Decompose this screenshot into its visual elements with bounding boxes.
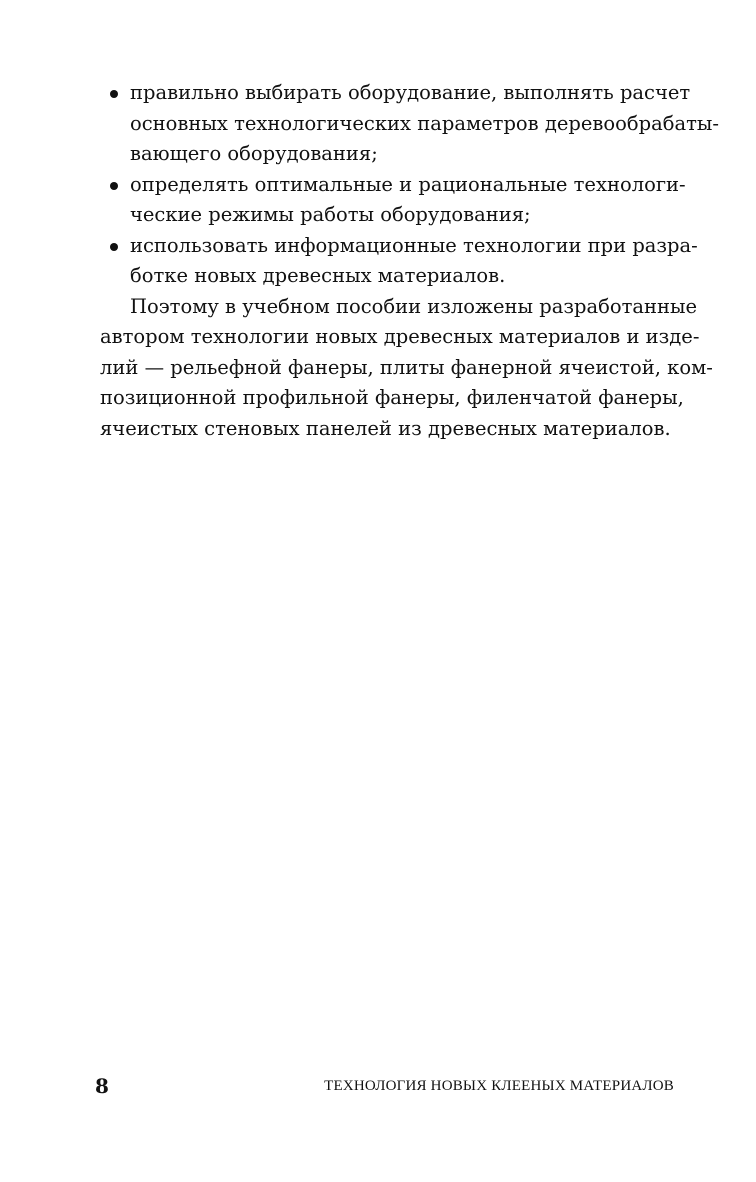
text-line: Поэтому в учебном пособии изложены разработанные xyxy=(130,294,698,318)
bullet-dot-icon xyxy=(110,243,118,251)
text-line: автором технологии новых древесных материалов и изде- xyxy=(100,325,700,348)
page-number: 8 xyxy=(95,1074,109,1098)
page-footer xyxy=(95,1074,674,1104)
bullet-item-3 xyxy=(100,231,698,292)
body-paragraph xyxy=(100,292,713,445)
bullet-list xyxy=(100,78,719,292)
page-content xyxy=(100,78,719,444)
text-line: ячеистых стеновых панелей из древесных материалов. xyxy=(100,416,671,440)
text-line: ческие режимы работы оборудования; xyxy=(130,203,531,226)
text-line: ботке новых древесных материалов. xyxy=(130,264,506,287)
text-line: позиционной профильной фанеры, филенчатой фанеры, xyxy=(100,386,684,409)
bullet-item-2 xyxy=(100,170,686,231)
bullet-dot-icon xyxy=(110,182,118,190)
running-title: ТЕХНОЛОГИЯ НОВЫХ КЛЕЕНЫХ МАТЕРИАЛОВ xyxy=(324,1078,674,1094)
text-line: лий — рельефной фанеры, плиты фанерной ячеистой, ком- xyxy=(100,355,713,379)
text-line: использовать информационные технологии при разра- xyxy=(130,233,698,257)
text-line: определять оптимальные и рациональные технологи- xyxy=(130,172,686,196)
text-line: вающего оборудования; xyxy=(130,142,378,165)
bullet-item-1 xyxy=(100,78,719,170)
text-line: правильно выбирать оборудование, выполнять расчет xyxy=(130,81,691,104)
bullet-dot-icon xyxy=(110,90,118,98)
text-line: основных технологических параметров деревообрабаты- xyxy=(130,111,719,135)
